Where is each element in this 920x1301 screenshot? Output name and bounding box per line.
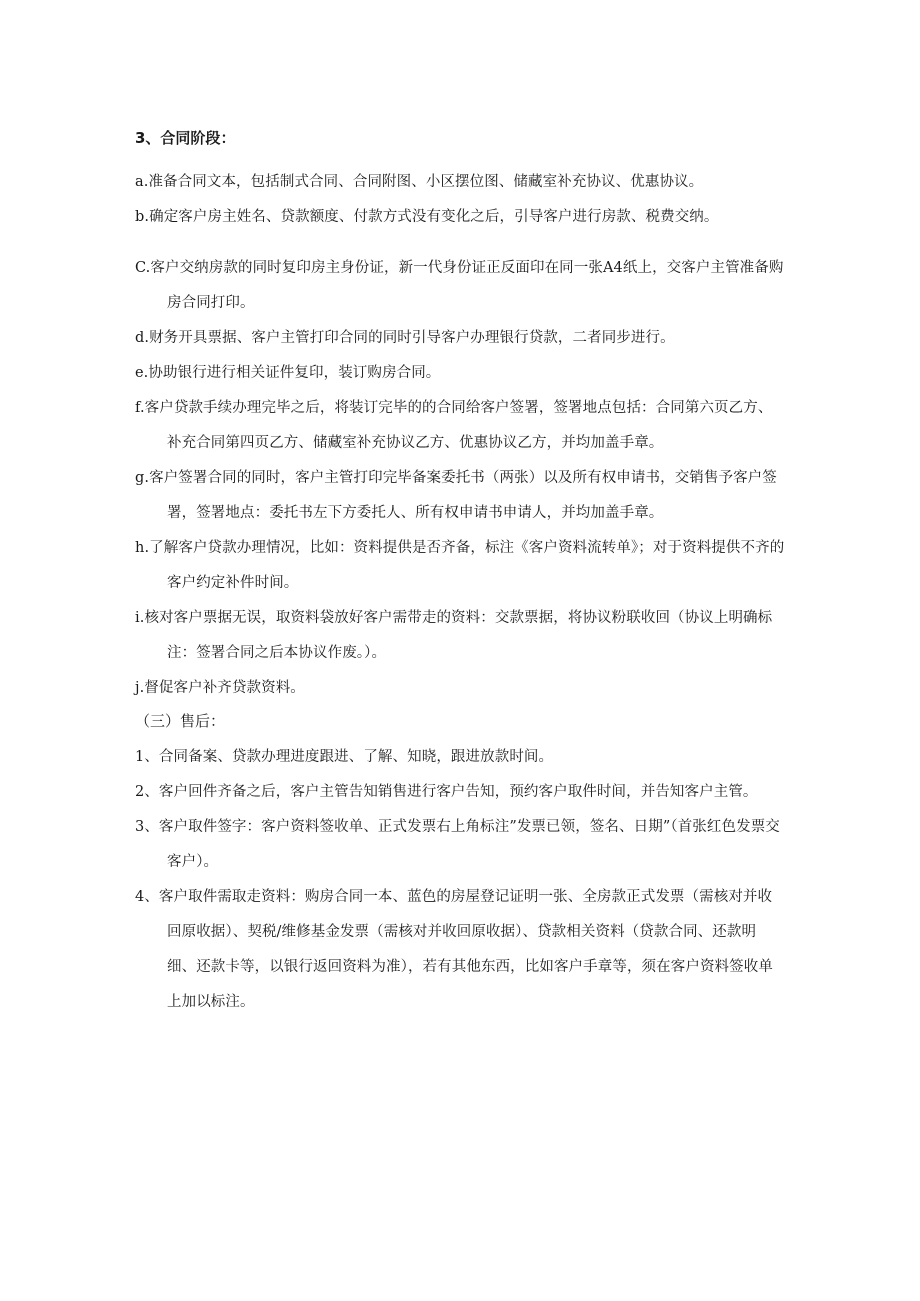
after-sales-item-2: 2、客户回件齐备之后，客户主管告知销售进行客户告知，预约客户取件时间，并告知客户主管。	[135, 784, 758, 800]
section-3-item-g: g.客户签署合同的同时，客户主管打印完毕备案委托书（两张）以及所有权申请书，交销售予客户签署，签署地点：委托书左下方委托人、所有权申请书申请人，并均加盖手章。	[135, 470, 777, 521]
after-sales-item-4: 4、客户取件需取走资料：购房合同一本、蓝色的房屋登记证明一张、全房款正式发票（需核对并收回原收据）、契税/维修基金发票（需核对并收回原收据）、贷款相关资料（贷款合同、还款明细、还款卡等，以银行返回资料为准），若有其他东西，比如客户手章等，须在客户资料签收单上加以标注。	[135, 889, 773, 1010]
section-3-item-f: f.客户贷款手续办理完毕之后，将装订完毕的的合同给客户签署，签署地点包括：合同第六页乙方、补充合同第四页乙方、储藏室补充协议乙方、优惠协议乙方，并均加盖手章。	[135, 400, 773, 451]
after-sales-heading: （三）售后：	[135, 712, 226, 730]
section-3-item-d: d.财务开具票据、客户主管打印合同的同时引导客户办理银行贷款，二者同步进行。	[135, 330, 675, 346]
paragraph-gap	[135, 235, 785, 251]
section-3-item-j: j.督促客户补齐贷款资料。	[135, 680, 305, 696]
section-3-heading: 3、合同阶段：	[135, 129, 236, 147]
after-sales-item-3: 3、客户取件签字：客户资料签收单、正式发票右上角标注”发票已领，签名、日期”（首张红色发票交客户）。	[135, 819, 780, 870]
after-sales-item-1: 1、合同备案、贷款办理进度跟进、了解、知晓，跟进放款时间。	[135, 749, 554, 765]
section-3-item-h: h.了解客户贷款办理情况，比如：资料提供是否齐备，标注《客户资料流转单》；对于资料提供不齐的客户约定补件时间。	[135, 540, 785, 591]
section-3-item-a: a.准备合同文本，包括制式合同、合同附图、小区摆位图、储藏室补充协议、优惠协议。	[135, 174, 704, 190]
section-3-item-i: i.核对客户票据无误，取资料袋放好客户需带走的资料：交款票据，将协议粉联收回（协议上明确标注：签署合同之后本协议作废。）。	[135, 610, 773, 661]
section-3-item-b: b.确定客户房主姓名、贷款额度、付款方式没有变化之后，引导客户进行房款、税费交纳。	[135, 209, 719, 225]
document-body	[135, 127, 785, 1020]
section-3-item-c: C.客户交纳房款的同时复印房主身份证，新一代身份证正反面印在同一张A4纸上，交客户主管准备购房合同打印。	[135, 260, 784, 311]
section-3-item-e: e.协助银行进行相关证件复印，装订购房合同。	[135, 365, 441, 381]
